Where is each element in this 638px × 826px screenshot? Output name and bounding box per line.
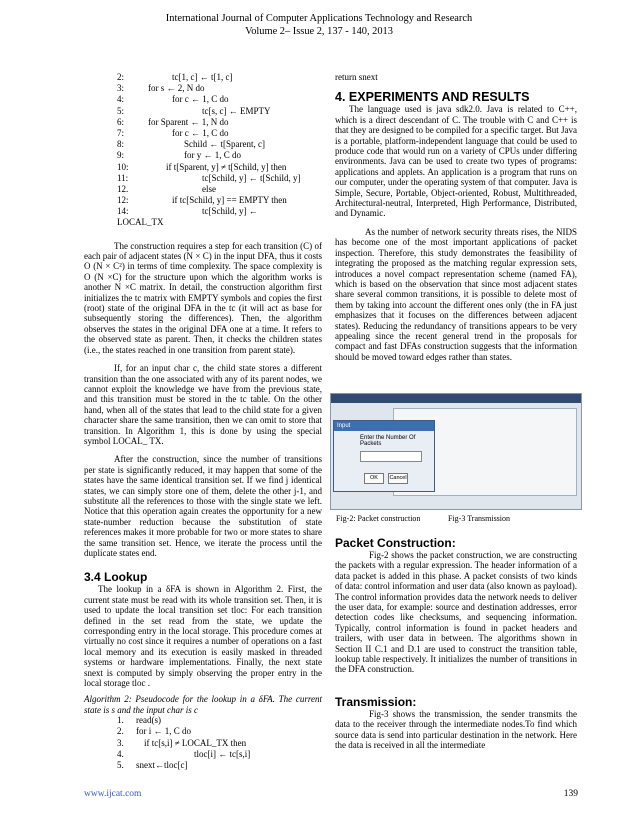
left-column	[84, 72, 322, 771]
figure-screenshot	[330, 393, 582, 510]
algorithm-1: 2: tc[1, c] ← t[1, c] 3: for s ← 2, N do 4: for c ← 1, C do 5: tc[s, c] ← EMPTY 6: for Sparent ← 1, N do 7: for c ← 1, C do 8: Schild ← t[Sparent, c] 9: for y ← 1, C do 10: if t[Sparent, y] ≠ t[Schild, y] then 11: tc[Schild, y] ← t[Schild, y] 12. else 12: if tc[Schild, y] == EMPTY then 14: tc[Schild, y] ← LOCAL_TX	[117, 72, 301, 228]
footer-link[interactable]: www.ijcat.com	[84, 789, 142, 799]
ok-button: OK	[364, 473, 384, 484]
right-column	[335, 72, 577, 362]
right-column-lower	[335, 536, 577, 751]
section-heading: 4. EXPERIMENTS AND RESULTS	[335, 90, 530, 105]
algorithm-caption: Algorithm 2: Pseudocode for the lookup in a δFA. The current state is s and the input char is c	[84, 694, 322, 715]
paragraph: The construction requires a step for each transition (C) of each pair of adjacent states (N × C) in the input DFA, thus it costs O (N × C²) in terms of time complexity. The space complexity is O (N ×C) for the structure upon which the algorithm works is another N ×C matrix. In detail, the construction algorithm first initializes the tc matrix with EMPTY symbols and copies the first (root) state of the original DFA in the tc (it will act as base for subsequently storing the differences). Then, the algorithm observes the states in the original DFA one at a time. It refers to the observed state as parent. Then, it checks the children states (i.e., the states reached in one transition from parent state).	[84, 240, 322, 355]
paragraph: The lookup in a δFA is shown in Algorithm 2. First, the current state must be read with its whole transition set. Then, it is used to update the local transition set tloc: For each transition defined in the set read from the state, we update the corresponding entry in the local storage. This procedure comes at virtually no cost since it requires a number of operations on a fast local memory and its execution is easily masked in threaded systems or hardware implementations. Finally, the next state snext is computed by simply observing the proper entry in the local storage tloc .	[84, 584, 322, 689]
journal-title: International Journal of Computer Applications Technology and Research	[165, 13, 473, 24]
section-heading: 3.4 Lookup	[84, 570, 148, 585]
cancel-button: Cancel	[388, 473, 408, 484]
section-heading: Packet Construction:	[335, 536, 456, 550]
journal-volume: Volume 2– Issue 2, 137 - 140, 2013	[245, 26, 393, 37]
input-dialog	[333, 420, 435, 492]
paragraph: After the construction, since the number of transitions per state is significantly reduced, it may happen that some of the states have the same identical transition set. If we find j identical states, we can simply store one of them, delete the other j-1, and substitute all the references to those with the single state we left. Notice that this operation again creates the opportunity for a new state-number reduction because the substitution of state references makes it more probable for two or more states to share the same transition set. Hence, we iterate the process until the duplicate states end.	[84, 454, 322, 558]
algorithm-2: 1. read(s) 2. for i ← 1, C do 3. if tc[s,i] ≠ LOCAL_TX then 4. tloc[i] ← tc[s,i] 5. snext←tloc[c]	[117, 715, 251, 771]
dialog-title: Input	[334, 421, 434, 431]
paragraph: As the number of network security threats rises, the NIDS has become one of the most important applications of packet inspection. Therefore, this study demonstrates the feasibility of integrating the proposed as the matching regular expression sets, introduces a novel compact representation scheme (named FA), which is based on the observation that since most adjacent states share several common transitions, it is possible to delete most of them by taking into account the different ones only (the in FA just emphasizes that it focuses on the differences between adjacent states). Reducing the redundancy of transitions appears to be very appealing since the recent general trend in the proposals for compact and fast DFAs construction suggests that the information should be moved toward edges rather than states.	[335, 226, 577, 362]
paragraph: Fig-3 shows the transmission, the sender transmits the data to the receiver through the intermediate nodes.To find which source data is send into particular destination in the network. Here the data is received in all the intermediate	[335, 708, 577, 751]
section-heading: Transmission:	[335, 694, 417, 709]
dialog-prompt: Enter the Number Of Packets	[360, 435, 416, 447]
paragraph: The language used is java sdk2.0. Java is related to C++, which is a direct descendant of C. The trouble with C and C++ is that they are designed to be compiled for a specific target. But Java is a portable, platform-independent language that could be used to produce code that would run on a variety of CPUs under differing environments. Java can be used to create two types of programs: applications and applets. An application is a program that runs on our computer, under the operating system of that computer. Java is Simple, Secure, Portable, Object-oriented, Robust, Multithreaded, Architectural-neutral, Interpreted, High Performance, Distributed, and Dynamic.	[335, 104, 577, 219]
page-number: 139	[563, 789, 578, 799]
return-line: return snext	[335, 72, 378, 82]
packet-count-input	[360, 451, 422, 462]
figure-caption: Fig-2: Packet construction	[336, 514, 421, 523]
paragraph: Fig-2 shows the packet construction, we are constructing the packets with a regular expression. The header information of a data packet is added in this phase. A packet consists of two kinds of data: control information and user data (also known as payload). The control information provides data the network needs to deliver the user data, for example: source and destination addresses, error detection codes like checksums, and sequencing information. Typically, control information is found in packet headers and trailers, with user data in between. The algorithms shown in Section II C.1 and D.1 are used to construct the transition table, lookup table respectively. It initializes the number of transitions in the DFA construction.	[335, 550, 577, 675]
paragraph: If, for an input char c, the child state stores a different transition than the one associated with any of its parent nodes, we cannot exploit the knowledge we have from the previous state, and this transition must be stored in the tc table. On the other hand, when all of the states that lead to the child state for a given character share the same transition, then we can omit to store that transition. In Algorithm 1, this is done by using the special symbol LOCAL_ TX.	[84, 363, 322, 446]
window-title-bar	[331, 394, 581, 403]
figure-caption: Fig-3 Transmission	[448, 514, 511, 523]
page-header	[0, 12, 638, 38]
